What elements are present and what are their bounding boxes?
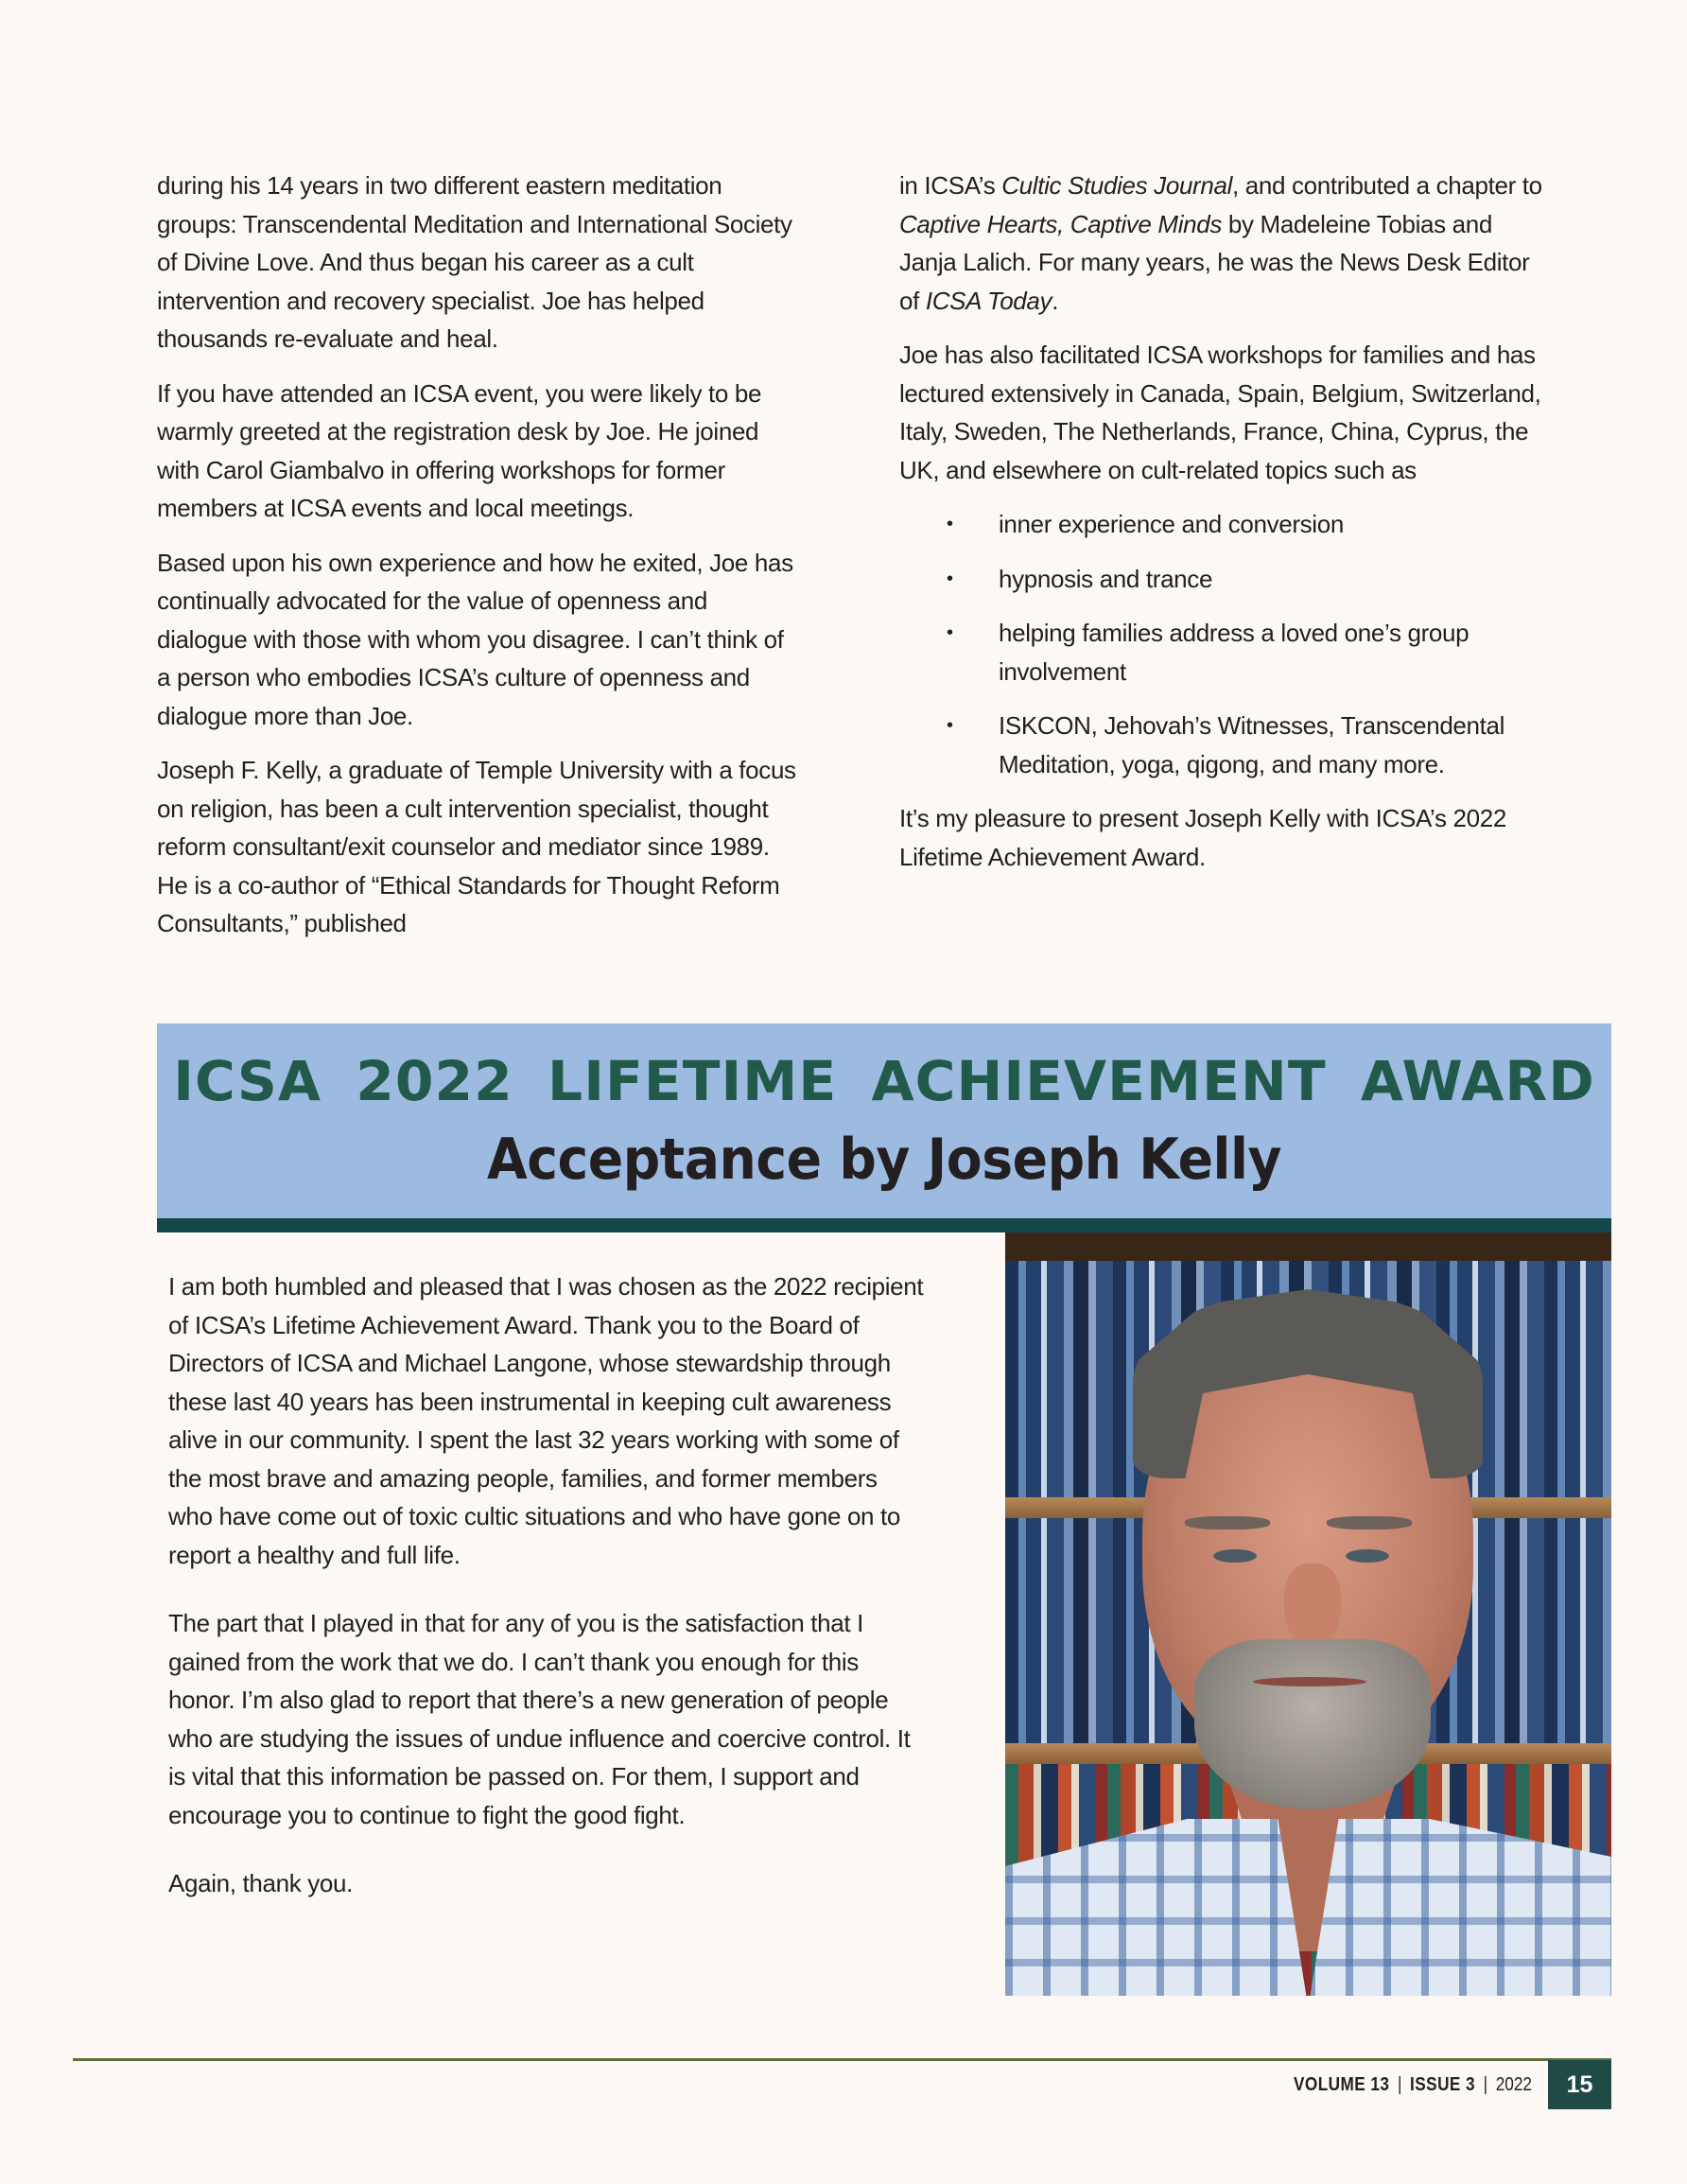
topics-list	[899, 505, 1552, 783]
topic-text: helping families address a loved one’s group involvement	[999, 619, 1470, 686]
mouth-shape	[1253, 1677, 1366, 1686]
bullet-icon: •	[947, 715, 953, 736]
banner-title: ICSA 2022 LIFETIME ACHIEVEMENT AWARD	[173, 1049, 1595, 1113]
separator: |	[1483, 2074, 1488, 2095]
volume-label: VOLUME 13	[1294, 2074, 1390, 2095]
beard-shape	[1194, 1639, 1431, 1809]
topic-list-item	[899, 505, 1552, 544]
speech-paragraph: I am both humbled and pleased that I was chosen as the 2022 recipient of ICSA’s Lifetime Achievement Award. Thank you to the Board of Directors of ICSA and Michael Langone, whose stewardship through these last 40 years has been instrumental in keeping cult awareness alive in our community. I spent the last 32 years working with some of the most brave and amazing people, families, and former members who have come out of toxic cultic situations and who have gone on to report a healthy and full life.	[168, 1272, 924, 1569]
text-run: .	[1052, 286, 1059, 315]
article-right-column	[899, 166, 1552, 876]
eyebrow-right	[1327, 1516, 1412, 1529]
speech-paragraph: Again, thank you.	[168, 1869, 353, 1897]
eyebrow-left	[1185, 1516, 1270, 1529]
article-paragraph-publications	[899, 166, 1552, 320]
separator: |	[1398, 2074, 1402, 2095]
text-run: , and contributed a chapter to	[1232, 171, 1542, 200]
article-left-column	[157, 166, 800, 943]
footer-rule	[73, 2058, 1611, 2061]
portrait-photo	[1005, 1232, 1611, 1996]
article-paragraph: Joe has also facilitated ICSA workshops for families and has lectured extensively in Canada, Spain, Belgium, Switzerland, Italy, Sweden, The Netherlands, France, China, Cyprus, the UK, and elsewhere on cult-related topics such as	[899, 341, 1541, 484]
speech-paragraph: The part that I played in that for any of you is the satisfaction that I gained from the work that we do. I can’t thank you enough for this honor. I’m also glad to report that there’s a new generation of people who are studying the issues of undue influence and coercive control. It is vital that this information be passed on. For them, I support and encourage you to continue to fight the good fight.	[168, 1609, 911, 1829]
bullet-icon: •	[947, 568, 953, 589]
issue-info	[1294, 2072, 1532, 2097]
page-number: 15	[1548, 2060, 1611, 2109]
article-paragraph: Based upon his own experience and how he exited, Joe has continually advocated for the value of openness and dialogue with those with whom you disagree. I can’t think of a person who embodies ICSA’s culture of openness and dialogue more than Joe.	[157, 548, 793, 730]
eye-left	[1213, 1549, 1257, 1563]
article-paragraph: Joseph F. Kelly, a graduate of Temple University with a focus on religion, has been a cult intervention specialist, thought reform consultant/exit counselor and mediator since 1989. He is a co-author of “Ethical Standards for Thought Reform Consultants,” published	[157, 756, 796, 937]
topic-text: inner experience and conversion	[999, 510, 1344, 538]
banner-divider	[157, 1218, 1611, 1232]
banner-subtitle: Acceptance by Joseph Kelly	[486, 1127, 1282, 1193]
topic-list-item	[899, 614, 1552, 690]
article-closing: It’s my pleasure to present Joseph Kelly with ICSA’s 2022 Lifetime Achievement Award.	[899, 804, 1506, 871]
article-paragraph: If you have attended an ICSA event, you were likely to be warmly greeted at the registration desk by Joe. He joined with Carol Giambalvo in offering workshops for former members at ICSA events and local meetings.	[157, 378, 762, 522]
year-label: 2022	[1495, 2074, 1532, 2095]
journal-title: Cultic Studies Journal	[1001, 171, 1233, 200]
bullet-icon: •	[947, 514, 953, 534]
magazine-title: ICSA Today	[925, 286, 1052, 315]
book-title: Captive Hearts, Captive Minds	[899, 209, 1222, 238]
topic-list-item	[899, 560, 1552, 599]
bullet-icon: •	[947, 622, 953, 643]
nose-shape	[1284, 1564, 1341, 1649]
award-banner	[157, 1023, 1611, 1218]
text-run: in ICSA’s	[899, 171, 1002, 200]
eye-right	[1346, 1549, 1389, 1563]
topic-text: hypnosis and trance	[999, 564, 1213, 593]
text-run: by Madeleine Tobias and Janja Lalich. For many years, he was the News Desk Editor of	[899, 209, 1530, 315]
issue-label: ISSUE 3	[1410, 2074, 1476, 2095]
acceptance-speech	[168, 1267, 925, 1933]
article-paragraph: during his 14 years in two different eastern meditation groups: Transcendental Meditation and International Society of Divine Love. And thus began his career as a cult intervention and recovery specialist. Joe has helped thousands re-evaluate and heal.	[157, 171, 792, 353]
topic-list-item	[899, 707, 1552, 783]
topic-text: ISKCON, Jehovah’s Witnesses, Transcendental Meditation, yoga, qigong, and many more.	[999, 711, 1505, 778]
